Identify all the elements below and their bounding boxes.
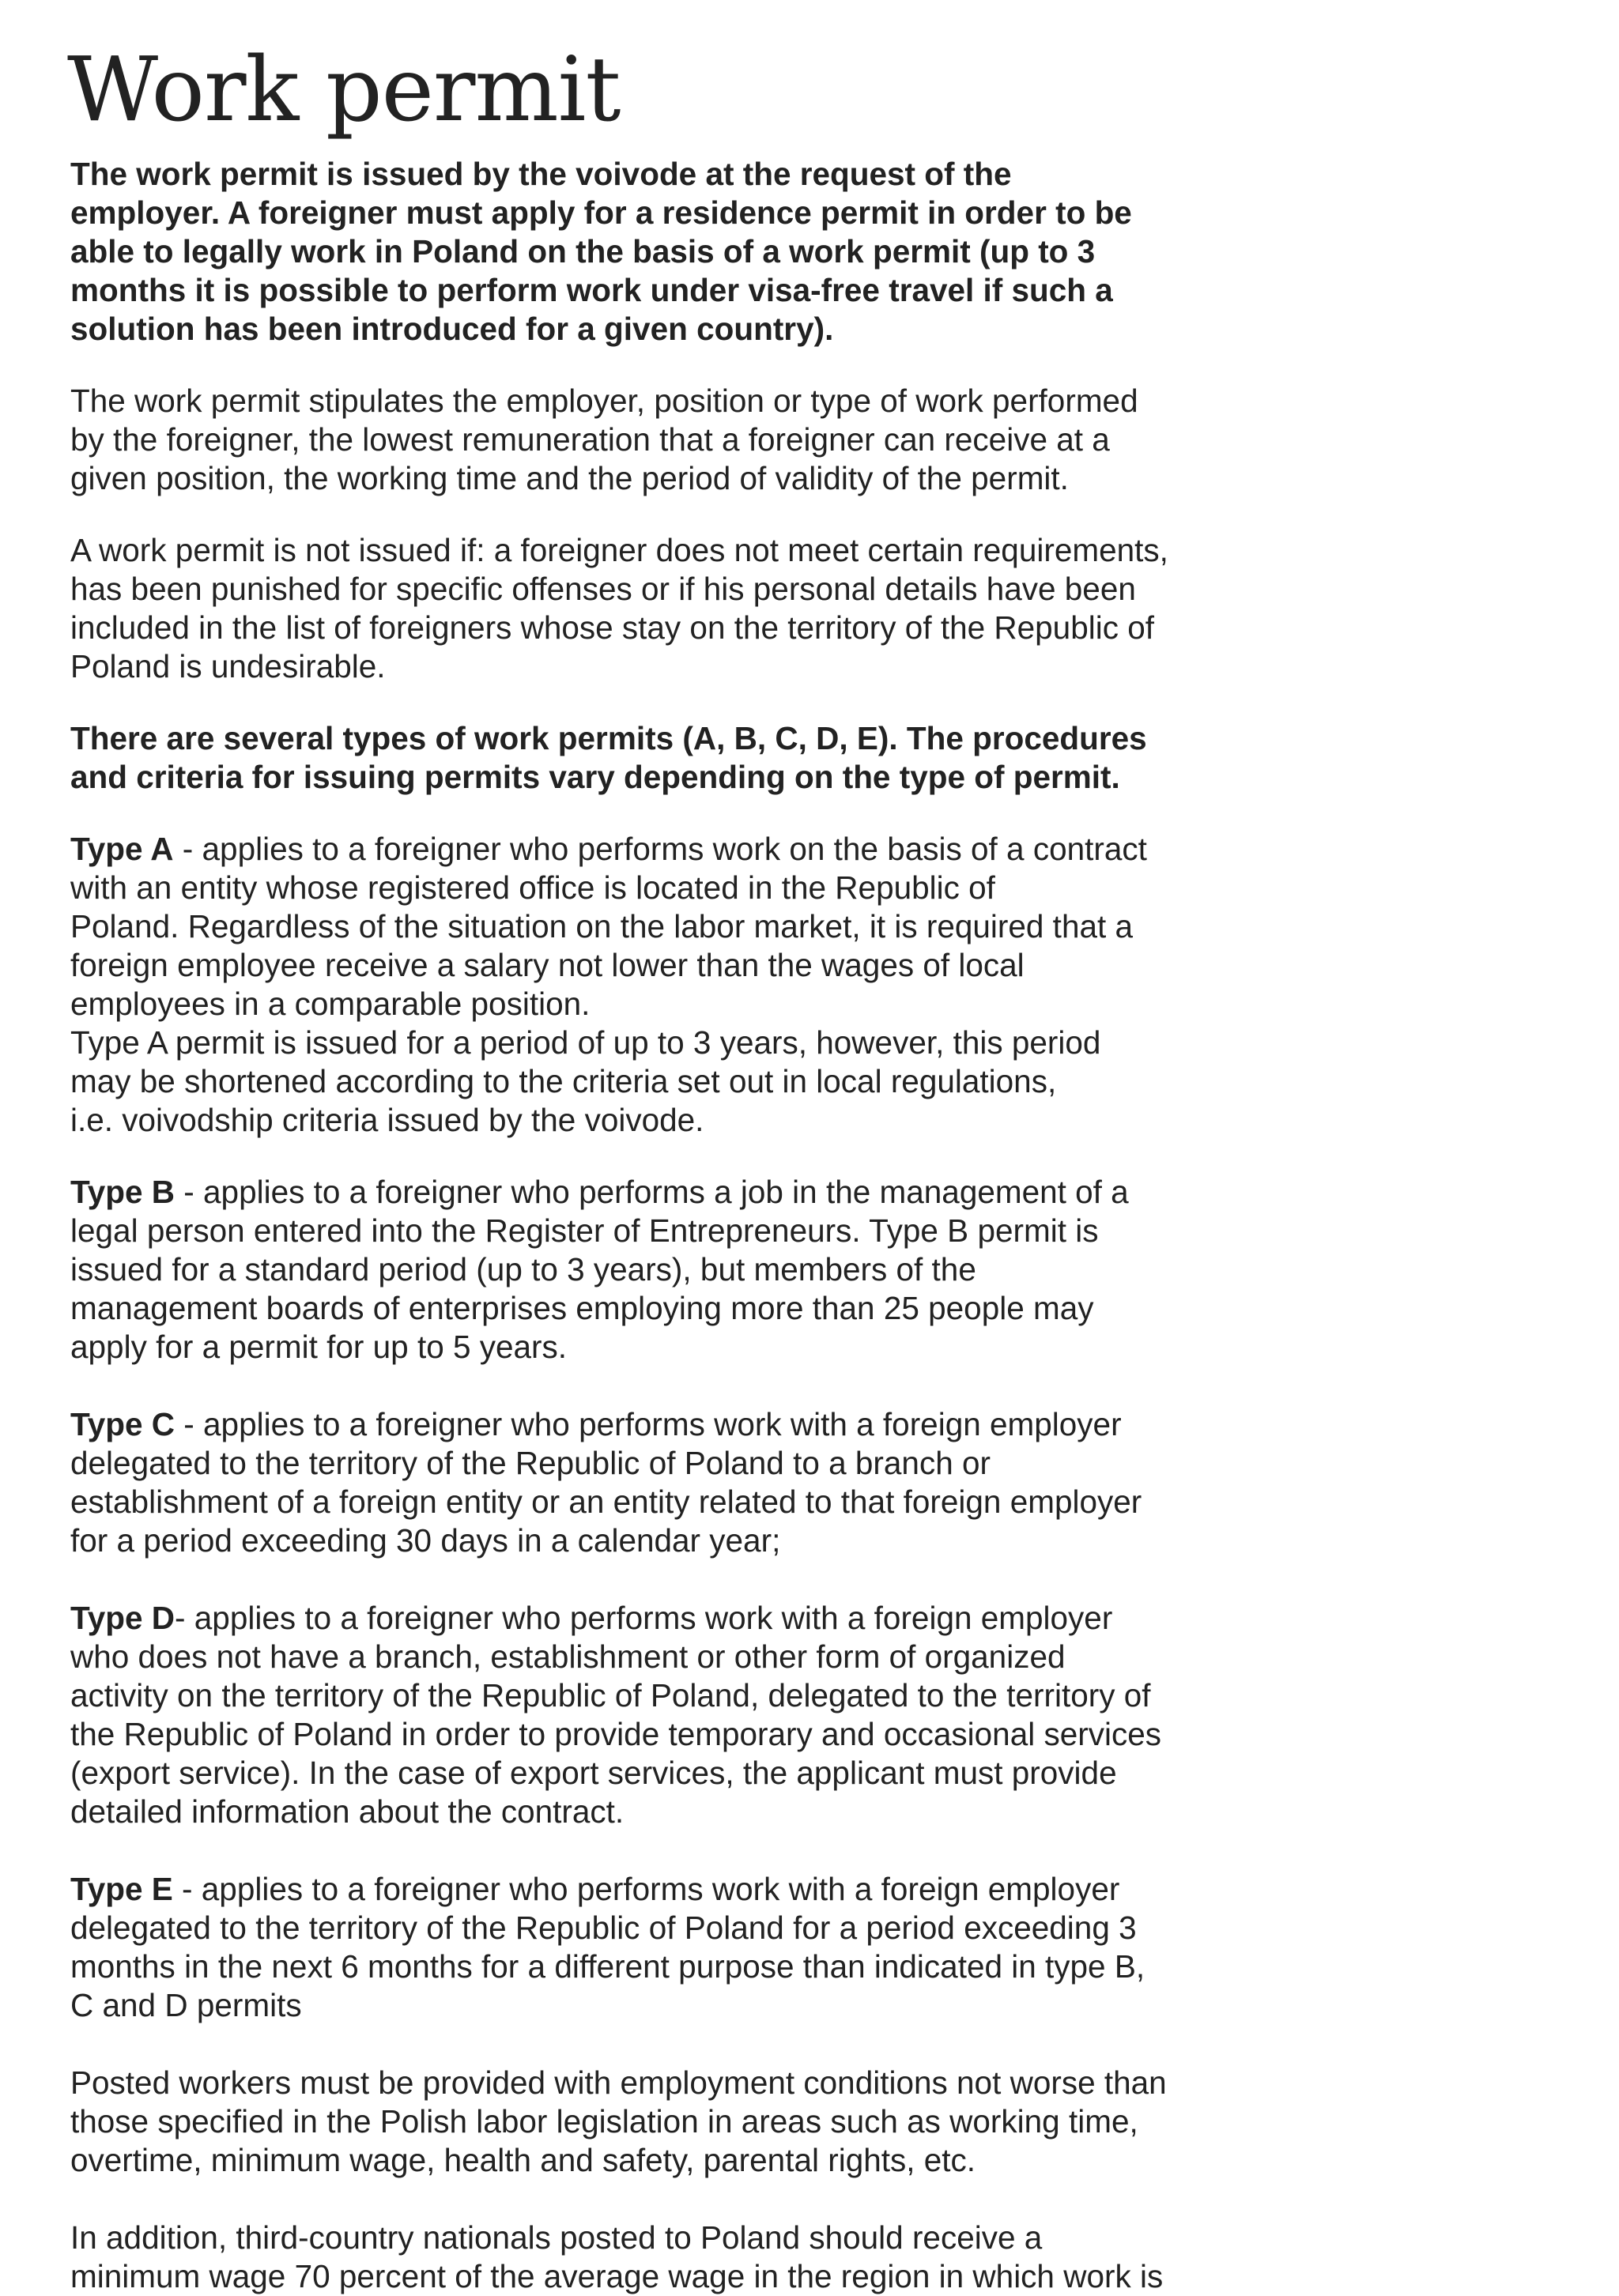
stipulates-paragraph: The work permit stipulates the employer, position or type of work performed by the foreigner, the lowest remuneration that a foreigner can receive at a given position, the working time and the period of validity of the permit. — [70, 383, 1138, 496]
type-c-paragraph — [70, 1405, 1240, 1560]
type-d-paragraph — [70, 1599, 1240, 1831]
type-e-label: Type E — [70, 1871, 173, 1907]
type-c-label: Type C — [70, 1406, 175, 1442]
types-intro-paragraph: There are several types of work permits (A, B, C, D, E). The procedures and criteria for issuing permits vary depending on the type of permit. — [70, 720, 1147, 795]
intro-paragraph: The work permit is issued by the voivode at the request of the employer. A foreigner must apply for a residence permit in order to be able to legally work in Poland on the basis of a work permit (up to 3 months it is possible to perform work under visa-free travel if such a solution has been introduced for a given country). — [70, 156, 1132, 347]
type-e-paragraph — [70, 1870, 1240, 2025]
type-a-label: Type A — [70, 831, 174, 867]
page-title: Work permit — [67, 39, 621, 141]
type-b-label: Type B — [70, 1174, 175, 1210]
not-issued-paragraph: A work permit is not issued if: a foreigner does not meet certain requirements, has been punished for specific offenses or if his personal details have been included in the list of foreigners whose stay on the territory of the Republic of Poland is undesirable. — [70, 532, 1168, 684]
posted-workers-paragraph: Posted workers must be provided with employment conditions not worse than those specified in the Polish labor legislation in areas such as working time, overtime, minimum wage, health and safety, parental rights, etc. — [70, 2064, 1167, 2178]
type-c-text: - applies to a foreigner who performs work with a foreign employer delegated to the territory of the Republic of Poland to a branch or establishment of a foreign entity or an entity related to that foreign employer for a period exceeding 30 days in a calendar year; — [70, 1406, 1142, 1559]
type-b-text: - applies to a foreigner who performs a job in the management of a legal person entered into the Register of Entrepreneurs. Type B permit is issued for a standard period (up to 3 years), but members of the management boards of enterprises employing more than 25 people may apply for a permit for up to 5 years. — [70, 1174, 1129, 1365]
type-d-text: - applies to a foreigner who performs work with a foreign employer who does not have a branch, establishment or other form of organized activity on the territory of the Republic of Poland, delegated to the territory of the Republic of Poland in order to provide temporary and occasional services (export service). In the case of export services, the applicant must provide detailed information about the contract. — [70, 1600, 1162, 1830]
type-d-label: Type D — [70, 1600, 175, 1636]
type-e-text: - applies to a foreigner who performs work with a foreign employer delegated to the territory of the Republic of Poland for a period exceeding 3 months in the next 6 months for a different purpose than indicated in type B, C and D permits — [70, 1871, 1145, 2023]
type-a-paragraph — [70, 830, 1240, 1140]
type-b-paragraph — [70, 1173, 1240, 1367]
document-page — [67, 39, 1240, 2296]
in-addition-paragraph: In addition, third-country nationals posted to Poland should receive a minimum wage 70 percent of the average wage in the region in which work is — [70, 2219, 1164, 2294]
type-a-text: - applies to a foreigner who performs work on the basis of a contract with an entity whose registered office is located in the Republic of Poland. Regardless of the situation on the labor market, it is required that a foreign employee receive a salary not lower than the wages of local employees in a comparable position. Type A permit is issued for a period of up to 3 years, however, this period may be shortened according to the criteria set out in local regulations, i.e. voivodship criteria issued by the voivode. — [70, 831, 1147, 1138]
